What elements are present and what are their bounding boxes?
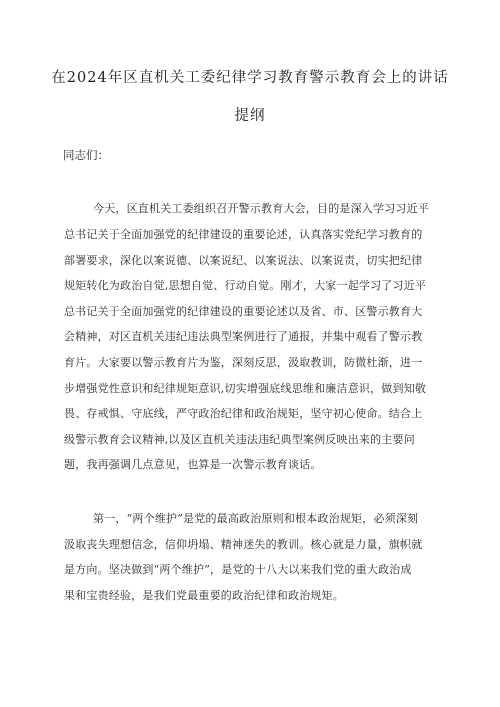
salutation: 同志们： <box>63 148 109 162</box>
paragraph-line: 部署要求，深化以案说德、以案说纪、以案说法、以案说责，切实把纪律 <box>64 254 423 267</box>
paragraph-line: 今天，区直机关工委组织召开警示教育大会，目的是深入学习习近平 <box>93 202 429 215</box>
paragraph-line: 题，我再强调几点意见，也算是一次警示教育谈话。 <box>64 458 322 471</box>
paragraph-line: 总书记关于全面加强党的纪律建设的重要论述以及省、市、区警示教育大 <box>64 305 423 318</box>
paragraph-line: 畏、存戒惧、守底线，严守政治纪律和政治规矩，坚守初心使命。结合上 <box>64 407 423 420</box>
document-title-line-1: 在2024年区直机关工委纪律学习教育警示教育会上的讲话 <box>51 70 449 86</box>
paragraph-line: 规矩转化为政治自觉,思想自觉、行动自觉。刚才，大家一起学习了习近平 <box>64 279 427 292</box>
paragraph-line: 是方向。坚决做到“两个维护”，是党的十八大以来我们党的重大政治成 <box>64 563 412 576</box>
paragraph-line: 步增强党性意识和纪律规矩意识,切实增强底线思维和廉洁意识，做到知敬 <box>64 382 427 395</box>
paragraph-line: 总书记关于全面加强党的纪律建设的重要论述，认真落实党纪学习教育的 <box>64 228 423 241</box>
document-title-line-2: 提纲 <box>234 108 266 124</box>
paragraph-line: 会精神，对区直机关违纪违法典型案例进行了通报，并集中观看了警示教 <box>64 330 423 343</box>
paragraph-line: 汲取丧失理想信念，信仰坍塌、精神迷失的教训。核心就是力量，旗帜就 <box>64 538 423 551</box>
paragraph-line: 级警示教育会议精神,以及区直机关违法违纪典型案例反映出来的主要问 <box>64 433 415 446</box>
paragraph-line: 第一，“两个维护”是党的最高政治原则和根本政治规矩，必须深刻 <box>93 512 419 525</box>
paragraph-line: 果和宝贵经验，是我们党最重要的政治纪律和政治规矩。 <box>64 589 344 602</box>
paragraph-line: 育片。大家要以警示教育片为鉴，深刻反思，汲取教训，防微杜渐，进一 <box>64 356 423 369</box>
